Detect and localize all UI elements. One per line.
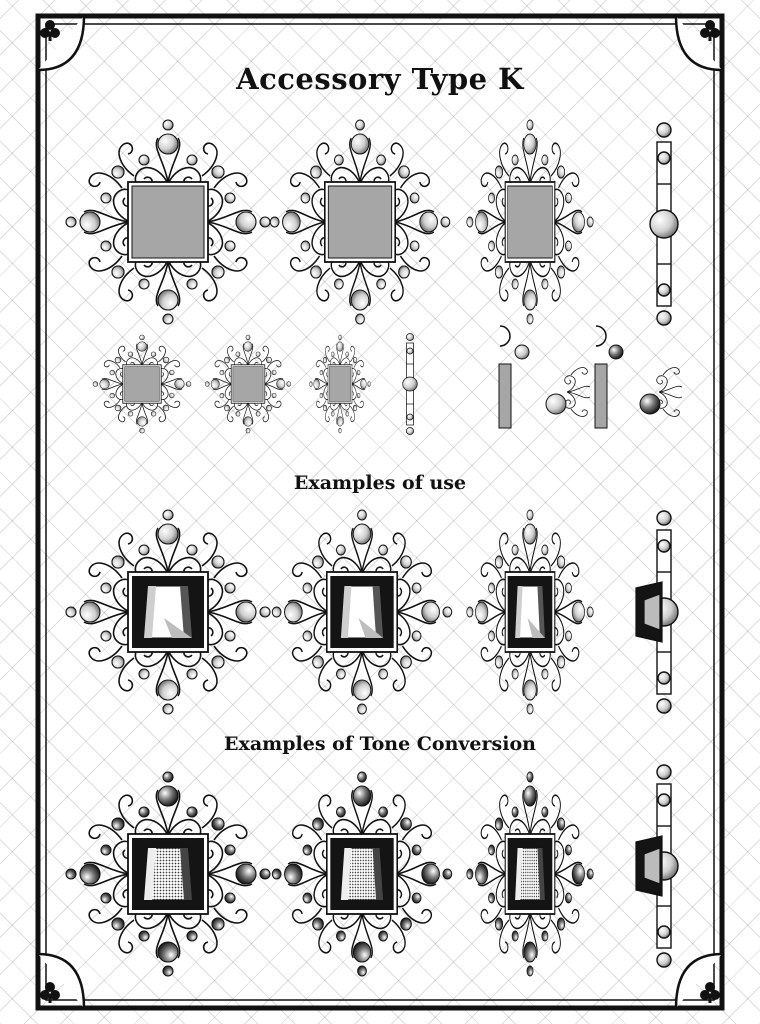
accessory-three-quarter-flat: [270, 120, 450, 324]
accessory-front-flat: [66, 120, 270, 324]
tone-angled: [467, 772, 593, 976]
detail-part-2: [595, 326, 682, 428]
accessory-angled-flat: [467, 120, 593, 324]
tone-front: [66, 772, 270, 976]
small-accessory-three-quarter: [205, 335, 291, 433]
section-title-tone-conversion: Examples of Tone Conversion: [224, 733, 536, 755]
detail-part-1: [499, 326, 590, 428]
tone-side: [636, 765, 678, 967]
accessory-side-flat: [650, 123, 678, 325]
page-title: Accessory Type K: [236, 62, 524, 96]
example-three-quarter: [272, 510, 452, 714]
example-angled: [467, 510, 593, 714]
example-side: [636, 511, 678, 713]
small-accessory-angled: [309, 335, 370, 433]
tone-three-quarter: [272, 772, 452, 976]
small-accessory-side: [403, 334, 418, 435]
section-title-examples-of-use: Examples of use: [293, 472, 467, 494]
example-front: [66, 510, 270, 714]
small-accessory-front: [93, 335, 191, 433]
